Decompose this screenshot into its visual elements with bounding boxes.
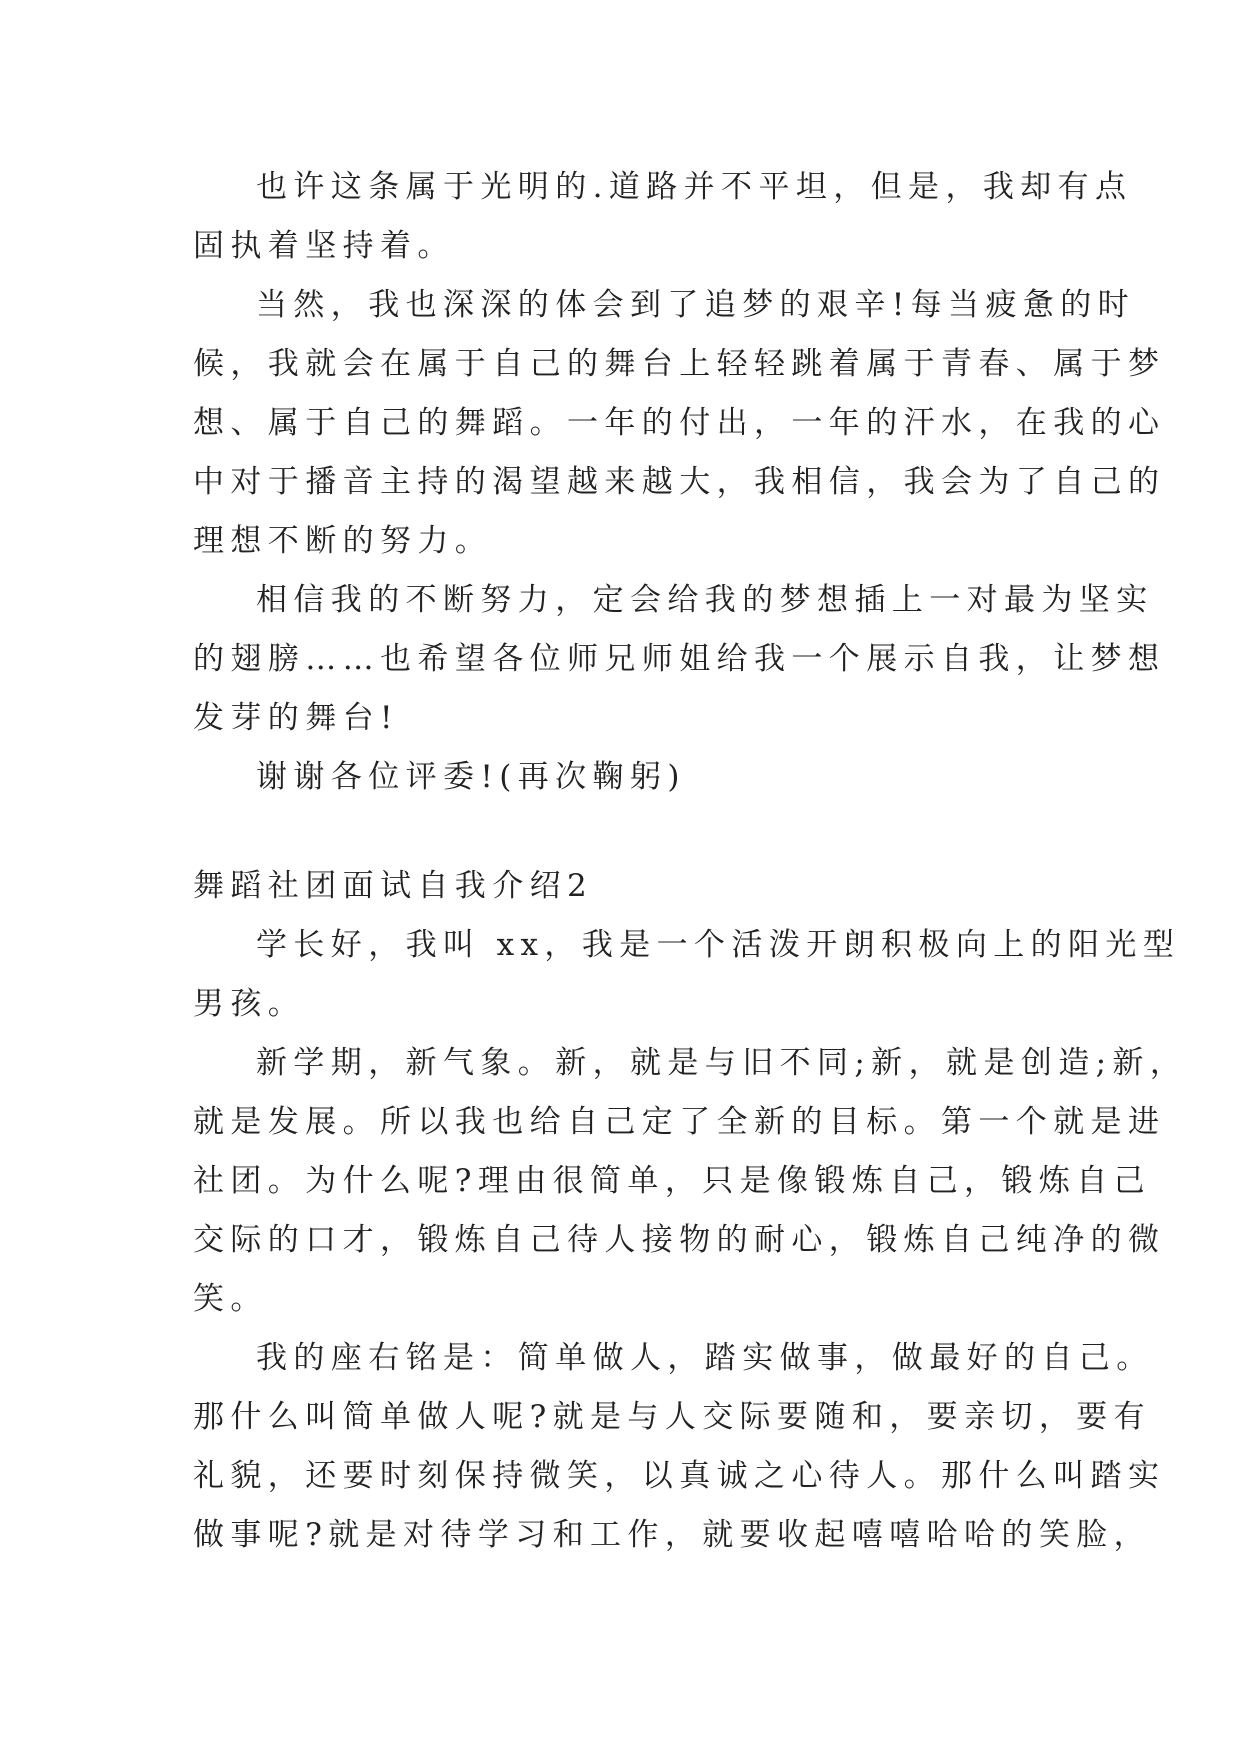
paragraph-line: 男孩。 bbox=[193, 986, 306, 1022]
paragraph-line: 笑。 bbox=[193, 1281, 268, 1317]
paragraph-line: 谢谢各位评委!(再次鞠躬) bbox=[256, 759, 686, 795]
paragraph-line: 也许这条属于光明的.道路并不平坦，但是，我却有点 bbox=[256, 169, 1133, 205]
paragraph-line: 当然，我也深深的体会到了追梦的艰辛!每当疲惫的时 bbox=[256, 287, 1136, 323]
paragraph-line: 做事呢?就是对待学习和工作，就要收起嘻嘻哈哈的笑脸， bbox=[193, 1517, 1152, 1553]
paragraph-line: 新学期，新气象。新，就是与旧不同;新，就是创造;新， bbox=[256, 1045, 1188, 1081]
paragraph-line: 学长好，我叫 xx，我是一个活泼开朗积极向上的阳光型 bbox=[256, 927, 1181, 963]
paragraph-line: 固执着坚持着。 bbox=[193, 228, 455, 264]
paragraph-line: 交际的口才，锻炼自己待人接物的耐心，锻炼自己纯净的微 bbox=[193, 1222, 1166, 1258]
paragraph-line: 发芽的舞台! bbox=[193, 700, 399, 736]
paragraph-line: 想、属于自己的舞蹈。一年的付出，一年的汗水，在我的心 bbox=[193, 405, 1166, 441]
paragraph-line: 相信我的不断努力，定会给我的梦想插上一对最为坚实 bbox=[256, 582, 1154, 618]
section-heading: 舞蹈社团面试自我介绍2 bbox=[193, 868, 594, 904]
paragraph-line: 我的座右铭是：简单做人，踏实做事，做最好的自己。 bbox=[256, 1340, 1154, 1376]
paragraph-line: 候，我就会在属于自己的舞台上轻轻跳着属于青春、属于梦 bbox=[193, 346, 1166, 382]
paragraph-line: 理想不断的努力。 bbox=[193, 523, 493, 559]
paragraph-line: 的翅膀……也希望各位师兄师姐给我一个展示自我，让梦想 bbox=[193, 641, 1166, 677]
paragraph-line: 中对于播音主持的渴望越来越大，我相信，我会为了自己的 bbox=[193, 464, 1166, 500]
paragraph-line: 那什么叫简单做人呢?就是与人交际要随和，要亲切，要有 bbox=[193, 1399, 1152, 1435]
paragraph-line: 社团。为什么呢?理由很简单，只是像锻炼自己，锻炼自己 bbox=[193, 1163, 1152, 1199]
paragraph-line: 礼貌，还要时刻保持微笑，以真诚之心待人。那什么叫踏实 bbox=[193, 1458, 1166, 1494]
paragraph-line: 就是发展。所以我也给自己定了全新的目标。第一个就是进 bbox=[193, 1104, 1166, 1140]
